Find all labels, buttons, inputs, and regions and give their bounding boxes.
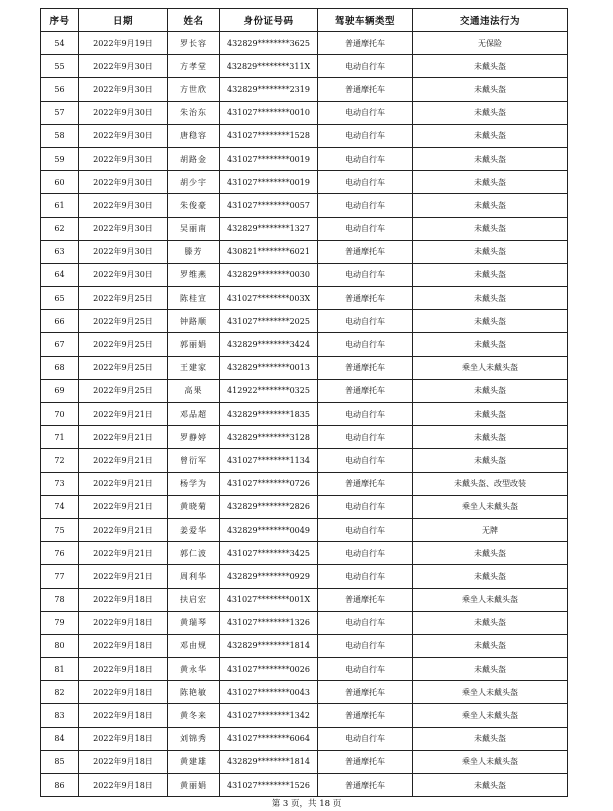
cell-violation: 未戴头盔 <box>413 333 568 356</box>
cell-violation: 未戴头盔 <box>413 101 568 124</box>
cell-serial: 85 <box>41 750 79 773</box>
cell-vehicle-type: 电动自行车 <box>318 634 413 657</box>
cell-serial: 62 <box>41 217 79 240</box>
cell-date: 2022年9月18日 <box>79 750 168 773</box>
cell-violation: 乘坐人未戴头盔 <box>413 495 568 518</box>
cell-date: 2022年9月25日 <box>79 356 168 379</box>
cell-serial: 55 <box>41 55 79 78</box>
cell-violation: 未戴头盔 <box>413 658 568 681</box>
cell-name: 吴丽南 <box>168 217 220 240</box>
cell-vehicle-type: 电动自行车 <box>318 194 413 217</box>
cell-date: 2022年9月21日 <box>79 472 168 495</box>
table-row <box>41 287 568 310</box>
cell-name: 方孝堂 <box>168 55 220 78</box>
table-row <box>41 171 568 194</box>
cell-date: 2022年9月30日 <box>79 78 168 101</box>
cell-violation: 未戴头盔 <box>413 542 568 565</box>
cell-date: 2022年9月18日 <box>79 704 168 727</box>
cell-date: 2022年9月21日 <box>79 449 168 472</box>
cell-serial: 78 <box>41 588 79 611</box>
cell-name: 刘锦秀 <box>168 727 220 750</box>
cell-serial: 83 <box>41 704 79 727</box>
cell-violation: 未戴头盔 <box>413 217 568 240</box>
table-row <box>41 101 568 124</box>
cell-name: 周利华 <box>168 565 220 588</box>
cell-name: 朱治东 <box>168 101 220 124</box>
cell-date: 2022年9月30日 <box>79 171 168 194</box>
cell-date: 2022年9月21日 <box>79 565 168 588</box>
cell-date: 2022年9月18日 <box>79 611 168 634</box>
table-row <box>41 426 568 449</box>
cell-name: 胡路金 <box>168 147 220 170</box>
violations-table-container <box>40 8 567 797</box>
cell-id-number: 431027********0019 <box>220 147 318 170</box>
cell-serial: 70 <box>41 403 79 426</box>
cell-violation: 未戴头盔 <box>413 147 568 170</box>
cell-id-number: 432829********2826 <box>220 495 318 518</box>
cell-id-number: 431027********0057 <box>220 194 318 217</box>
cell-violation: 未戴头盔 <box>413 565 568 588</box>
cell-id-number: 432829********0929 <box>220 565 318 588</box>
cell-violation: 未戴头盔 <box>413 611 568 634</box>
table-row <box>41 727 568 750</box>
cell-vehicle-type: 电动自行车 <box>318 727 413 750</box>
cell-vehicle-type: 普通摩托车 <box>318 588 413 611</box>
cell-name: 唐稳容 <box>168 124 220 147</box>
cell-date: 2022年9月25日 <box>79 333 168 356</box>
cell-id-number: 432829********1327 <box>220 217 318 240</box>
cell-date: 2022年9月30日 <box>79 55 168 78</box>
table-row <box>41 379 568 402</box>
cell-vehicle-type: 普通摩托车 <box>318 356 413 379</box>
cell-violation: 未戴头盔 <box>413 449 568 472</box>
cell-serial: 76 <box>41 542 79 565</box>
cell-vehicle-type: 电动自行车 <box>318 426 413 449</box>
cell-violation: 未戴头盔 <box>413 171 568 194</box>
cell-serial: 57 <box>41 101 79 124</box>
cell-date: 2022年9月30日 <box>79 217 168 240</box>
cell-serial: 79 <box>41 611 79 634</box>
cell-violation: 未戴头盔 <box>413 426 568 449</box>
cell-id-number: 432829********3128 <box>220 426 318 449</box>
cell-name: 邓品超 <box>168 403 220 426</box>
cell-name: 郭仁波 <box>168 542 220 565</box>
cell-date: 2022年9月25日 <box>79 310 168 333</box>
table-row <box>41 333 568 356</box>
cell-violation: 未戴头盔 <box>413 124 568 147</box>
cell-serial: 75 <box>41 518 79 541</box>
cell-serial: 72 <box>41 449 79 472</box>
cell-vehicle-type: 电动自行车 <box>318 147 413 170</box>
cell-name: 郭丽娟 <box>168 333 220 356</box>
cell-name: 方世欣 <box>168 78 220 101</box>
cell-date: 2022年9月30日 <box>79 124 168 147</box>
cell-serial: 68 <box>41 356 79 379</box>
cell-date: 2022年9月25日 <box>79 379 168 402</box>
cell-violation: 未戴头盔 <box>413 55 568 78</box>
cell-vehicle-type: 电动自行车 <box>318 611 413 634</box>
cell-violation: 未戴头盔 <box>413 310 568 333</box>
cell-name: 罗静婷 <box>168 426 220 449</box>
cell-name: 扶启宏 <box>168 588 220 611</box>
cell-name: 朱俊豪 <box>168 194 220 217</box>
table-row <box>41 472 568 495</box>
table-row <box>41 495 568 518</box>
cell-id-number: 432829********2319 <box>220 78 318 101</box>
cell-name: 王建家 <box>168 356 220 379</box>
cell-name: 黄建雄 <box>168 750 220 773</box>
cell-date: 2022年9月30日 <box>79 194 168 217</box>
cell-violation: 未戴头盔 <box>413 263 568 286</box>
cell-violation: 乘坐人未戴头盔 <box>413 681 568 704</box>
table-row <box>41 750 568 773</box>
cell-date: 2022年9月19日 <box>79 32 168 55</box>
table-row <box>41 147 568 170</box>
cell-id-number: 431027********6064 <box>220 727 318 750</box>
cell-violation: 乘坐人未戴头盔 <box>413 588 568 611</box>
cell-id-number: 431027********0019 <box>220 171 318 194</box>
header-date: 日期 <box>79 9 168 32</box>
cell-serial: 65 <box>41 287 79 310</box>
table-row <box>41 542 568 565</box>
cell-vehicle-type: 电动自行车 <box>318 542 413 565</box>
cell-serial: 61 <box>41 194 79 217</box>
cell-violation: 无保险 <box>413 32 568 55</box>
table-row <box>41 263 568 286</box>
cell-date: 2022年9月18日 <box>79 774 168 797</box>
cell-name: 黄瑞琴 <box>168 611 220 634</box>
page-footer: 第 3 页，共 18 页 <box>271 799 342 809</box>
cell-serial: 86 <box>41 774 79 797</box>
cell-name: 滕芳 <box>168 240 220 263</box>
cell-date: 2022年9月25日 <box>79 287 168 310</box>
cell-serial: 74 <box>41 495 79 518</box>
cell-violation: 未戴头盔 <box>413 403 568 426</box>
table-row <box>41 78 568 101</box>
cell-name: 黄永华 <box>168 658 220 681</box>
cell-violation: 乘坐人未戴头盔 <box>413 356 568 379</box>
cell-vehicle-type: 电动自行车 <box>318 124 413 147</box>
cell-vehicle-type: 电动自行车 <box>318 55 413 78</box>
header-serial: 序号 <box>41 9 79 32</box>
cell-id-number: 431027********0043 <box>220 681 318 704</box>
cell-vehicle-type: 普通摩托车 <box>318 472 413 495</box>
table-row <box>41 403 568 426</box>
cell-violation: 未戴头盔 <box>413 634 568 657</box>
table-row <box>41 217 568 240</box>
cell-id-number: 412922********0325 <box>220 379 318 402</box>
cell-serial: 58 <box>41 124 79 147</box>
cell-id-number: 432829********0049 <box>220 518 318 541</box>
cell-vehicle-type: 电动自行车 <box>318 403 413 426</box>
cell-id-number: 431027********3425 <box>220 542 318 565</box>
cell-vehicle-type: 普通摩托车 <box>318 32 413 55</box>
cell-vehicle-type: 电动自行车 <box>318 658 413 681</box>
cell-violation: 乘坐人未戴头盔 <box>413 704 568 727</box>
cell-violation: 未戴头盔、改型改装 <box>413 472 568 495</box>
violations-table <box>40 8 568 797</box>
cell-id-number: 431027********0026 <box>220 658 318 681</box>
cell-serial: 81 <box>41 658 79 681</box>
table-row <box>41 565 568 588</box>
table-row <box>41 240 568 263</box>
cell-id-number: 431027********2025 <box>220 310 318 333</box>
table-row <box>41 518 568 541</box>
table-row <box>41 774 568 797</box>
cell-serial: 71 <box>41 426 79 449</box>
cell-vehicle-type: 普通摩托车 <box>318 774 413 797</box>
cell-id-number: 432829********1814 <box>220 750 318 773</box>
cell-name: 黄冬来 <box>168 704 220 727</box>
cell-date: 2022年9月21日 <box>79 495 168 518</box>
cell-name: 钟路顺 <box>168 310 220 333</box>
cell-vehicle-type: 普通摩托车 <box>318 681 413 704</box>
table-row <box>41 124 568 147</box>
cell-serial: 69 <box>41 379 79 402</box>
header-id-number: 身份证号码 <box>220 9 318 32</box>
table-row <box>41 194 568 217</box>
cell-date: 2022年9月18日 <box>79 658 168 681</box>
cell-name: 胡少宇 <box>168 171 220 194</box>
table-row <box>41 681 568 704</box>
cell-id-number: 432829********0030 <box>220 263 318 286</box>
cell-date: 2022年9月21日 <box>79 426 168 449</box>
cell-vehicle-type: 电动自行车 <box>318 171 413 194</box>
table-row <box>41 310 568 333</box>
cell-id-number: 431027********1342 <box>220 704 318 727</box>
table-row <box>41 588 568 611</box>
cell-id-number: 432829********311X <box>220 55 318 78</box>
cell-id-number: 431027********0010 <box>220 101 318 124</box>
cell-date: 2022年9月21日 <box>79 518 168 541</box>
table-row <box>41 704 568 727</box>
cell-vehicle-type: 电动自行车 <box>318 565 413 588</box>
cell-id-number: 432829********1814 <box>220 634 318 657</box>
table-row <box>41 356 568 379</box>
cell-serial: 66 <box>41 310 79 333</box>
cell-date: 2022年9月30日 <box>79 147 168 170</box>
cell-id-number: 431027********1526 <box>220 774 318 797</box>
cell-vehicle-type: 普通摩托车 <box>318 78 413 101</box>
cell-name: 高果 <box>168 379 220 402</box>
cell-name: 曾衍军 <box>168 449 220 472</box>
cell-vehicle-type: 电动自行车 <box>318 217 413 240</box>
cell-id-number: 432829********0013 <box>220 356 318 379</box>
cell-vehicle-type: 电动自行车 <box>318 310 413 333</box>
cell-name: 罗维燕 <box>168 263 220 286</box>
cell-name: 姜爱华 <box>168 518 220 541</box>
cell-violation: 无牌 <box>413 518 568 541</box>
cell-id-number: 431027********001X <box>220 588 318 611</box>
cell-vehicle-type: 电动自行车 <box>318 495 413 518</box>
cell-serial: 77 <box>41 565 79 588</box>
cell-serial: 59 <box>41 147 79 170</box>
header-name: 姓名 <box>168 9 220 32</box>
table-row <box>41 611 568 634</box>
cell-date: 2022年9月30日 <box>79 101 168 124</box>
cell-name: 杨学为 <box>168 472 220 495</box>
cell-serial: 60 <box>41 171 79 194</box>
cell-serial: 63 <box>41 240 79 263</box>
cell-date: 2022年9月18日 <box>79 634 168 657</box>
cell-serial: 84 <box>41 727 79 750</box>
cell-vehicle-type: 电动自行车 <box>318 518 413 541</box>
cell-date: 2022年9月21日 <box>79 403 168 426</box>
header-violation: 交通违法行为 <box>413 9 568 32</box>
cell-vehicle-type: 电动自行车 <box>318 263 413 286</box>
cell-date: 2022年9月18日 <box>79 588 168 611</box>
cell-vehicle-type: 电动自行车 <box>318 333 413 356</box>
cell-name: 陈桂宣 <box>168 287 220 310</box>
cell-serial: 54 <box>41 32 79 55</box>
cell-name: 邓由规 <box>168 634 220 657</box>
cell-serial: 80 <box>41 634 79 657</box>
table-header-row <box>41 9 568 32</box>
cell-vehicle-type: 电动自行车 <box>318 449 413 472</box>
cell-violation: 未戴头盔 <box>413 774 568 797</box>
cell-name: 黄丽娟 <box>168 774 220 797</box>
cell-id-number: 431027********1528 <box>220 124 318 147</box>
cell-vehicle-type: 普通摩托车 <box>318 379 413 402</box>
cell-date: 2022年9月30日 <box>79 240 168 263</box>
cell-violation: 乘坐人未戴头盔 <box>413 750 568 773</box>
cell-violation: 未戴头盔 <box>413 379 568 402</box>
header-vehicle-type: 驾驶车辆类型 <box>318 9 413 32</box>
cell-serial: 56 <box>41 78 79 101</box>
table-row <box>41 55 568 78</box>
cell-id-number: 432829********3625 <box>220 32 318 55</box>
cell-serial: 73 <box>41 472 79 495</box>
cell-id-number: 431027********1326 <box>220 611 318 634</box>
cell-id-number: 432829********3424 <box>220 333 318 356</box>
cell-violation: 未戴头盔 <box>413 240 568 263</box>
cell-date: 2022年9月30日 <box>79 263 168 286</box>
table-row <box>41 658 568 681</box>
cell-vehicle-type: 普通摩托车 <box>318 750 413 773</box>
cell-id-number: 431027********0726 <box>220 472 318 495</box>
cell-violation: 未戴头盔 <box>413 78 568 101</box>
cell-name: 陈艳敏 <box>168 681 220 704</box>
table-row <box>41 449 568 472</box>
cell-serial: 67 <box>41 333 79 356</box>
cell-name: 罗长容 <box>168 32 220 55</box>
cell-id-number: 431027********1134 <box>220 449 318 472</box>
cell-id-number: 432829********1835 <box>220 403 318 426</box>
table-row <box>41 634 568 657</box>
cell-serial: 82 <box>41 681 79 704</box>
cell-violation: 未戴头盔 <box>413 287 568 310</box>
cell-id-number: 431027********003X <box>220 287 318 310</box>
cell-id-number: 430821********6021 <box>220 240 318 263</box>
cell-violation: 未戴头盔 <box>413 194 568 217</box>
cell-vehicle-type: 普通摩托车 <box>318 704 413 727</box>
cell-serial: 64 <box>41 263 79 286</box>
cell-vehicle-type: 普通摩托车 <box>318 287 413 310</box>
cell-date: 2022年9月21日 <box>79 542 168 565</box>
cell-vehicle-type: 普通摩托车 <box>318 240 413 263</box>
cell-violation: 未戴头盔 <box>413 727 568 750</box>
cell-date: 2022年9月18日 <box>79 681 168 704</box>
cell-date: 2022年9月18日 <box>79 727 168 750</box>
cell-name: 黄晓菊 <box>168 495 220 518</box>
table-row <box>41 32 568 55</box>
cell-vehicle-type: 电动自行车 <box>318 101 413 124</box>
